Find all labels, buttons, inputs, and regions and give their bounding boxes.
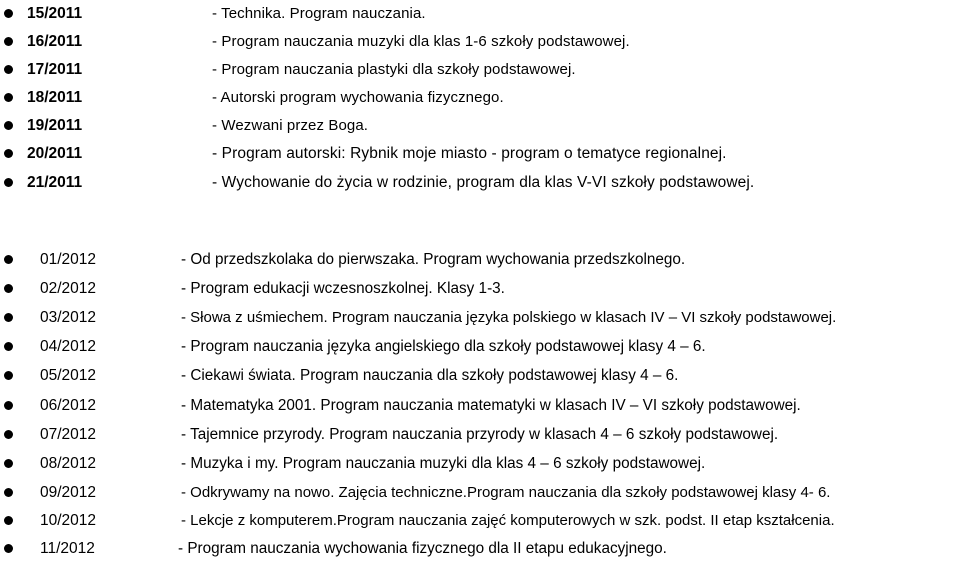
item-text: - Program nauczania języka angielskiego dla szkoły podstawowej klasy 4 – 6. xyxy=(181,338,706,355)
bullet-icon xyxy=(4,284,13,293)
item-number: 11/2012 xyxy=(40,540,95,557)
item-text: - Program nauczania muzyki dla klas 1-6 szkoły podstawowej. xyxy=(212,33,630,50)
list-item xyxy=(0,277,960,301)
bullet-icon xyxy=(4,149,13,158)
list-item xyxy=(0,481,960,505)
list-item xyxy=(0,394,960,418)
item-text: - Program edukacji wczesnoszkolnej. Klasy 1-3. xyxy=(181,280,505,297)
bullet-icon xyxy=(4,65,13,74)
bullet-icon xyxy=(4,401,13,410)
item-text: - Program nauczania wychowania fizycznego dla II etapu edukacyjnego. xyxy=(178,540,667,557)
item-number: 04/2012 xyxy=(40,338,97,355)
bullet-icon xyxy=(4,255,13,264)
list-item xyxy=(0,509,960,533)
list-item xyxy=(0,171,960,195)
bullet-icon xyxy=(4,430,13,439)
bullet-icon xyxy=(4,544,13,553)
bullet-icon xyxy=(4,371,13,380)
list-item xyxy=(0,364,960,388)
item-text: - Lekcje z komputerem.Program nauczania zajęć komputerowych w szk. podst. II etap kształcenia. xyxy=(181,512,835,529)
item-text: - Matematyka 2001. Program nauczania matematyki w klasach IV – VI szkoły podstawowej. xyxy=(181,397,801,414)
item-number: 21/2011 xyxy=(27,174,83,191)
bullet-icon xyxy=(4,121,13,130)
item-text: - Program nauczania plastyki dla szkoły podstawowej. xyxy=(212,61,576,78)
bullet-icon xyxy=(4,516,13,525)
bullet-icon xyxy=(4,93,13,102)
list-item xyxy=(0,142,960,166)
list-item xyxy=(0,248,960,272)
item-text: - Słowa z uśmiechem. Program nauczania języka polskiego w klasach IV – VI szkoły podstawowej. xyxy=(181,309,837,326)
item-text: - Technika. Program nauczania. xyxy=(212,5,426,22)
bullet-icon xyxy=(4,488,13,497)
bullet-icon xyxy=(4,178,13,187)
list-item xyxy=(0,423,960,447)
item-text: - Program autorski: Rybnik moje miasto - program o tematyce regionalnej. xyxy=(212,145,727,162)
list-item xyxy=(0,58,960,82)
bullet-icon xyxy=(4,37,13,46)
item-text: - Muzyka i my. Program nauczania muzyki dla klas 4 – 6 szkoły podstawowej. xyxy=(181,455,706,472)
item-number: 20/2011 xyxy=(27,145,83,162)
list-item xyxy=(0,114,960,138)
item-number: 05/2012 xyxy=(40,367,97,384)
list-item xyxy=(0,2,960,26)
item-text: - Wezwani przez Boga. xyxy=(212,117,369,134)
list-item xyxy=(0,537,960,561)
item-number: 07/2012 xyxy=(40,426,97,443)
item-text: - Autorski program wychowania fizycznego. xyxy=(212,89,504,106)
item-number: 15/2011 xyxy=(27,5,83,22)
item-number: 08/2012 xyxy=(40,455,97,472)
item-text: - Od przedszkolaka do pierwszaka. Program wychowania przedszkolnego. xyxy=(181,251,686,268)
item-text: - Tajemnice przyrody. Program nauczania przyrody w klasach 4 – 6 szkoły podstawowej. xyxy=(181,426,779,443)
bullet-icon xyxy=(4,9,13,18)
item-number: 18/2011 xyxy=(27,89,83,106)
bullet-icon xyxy=(4,313,13,322)
item-number: 10/2012 xyxy=(40,512,97,529)
list-item xyxy=(0,335,960,359)
item-number: 02/2012 xyxy=(40,280,97,297)
list-item xyxy=(0,86,960,110)
item-number: 01/2012 xyxy=(40,251,97,268)
bullet-icon xyxy=(4,459,13,468)
item-number: 09/2012 xyxy=(40,484,97,501)
item-text: - Ciekawi świata. Program nauczania dla szkoły podstawowej klasy 4 – 6. xyxy=(181,367,679,384)
item-text: - Odkrywamy na nowo. Zajęcia techniczne.Program nauczania dla szkoły podstawowej klasy 4- 6. xyxy=(181,484,831,501)
item-number: 16/2011 xyxy=(27,33,83,50)
item-number: 17/2011 xyxy=(27,61,83,78)
list-item xyxy=(0,306,960,330)
item-number: 19/2011 xyxy=(27,117,83,134)
bullet-icon xyxy=(4,342,13,351)
item-text: - Wychowanie do życia w rodzinie, program dla klas V-VI szkoły podstawowej. xyxy=(212,174,755,191)
item-number: 06/2012 xyxy=(40,397,97,414)
item-number: 03/2012 xyxy=(40,309,97,326)
list-item xyxy=(0,452,960,476)
list-item xyxy=(0,30,960,54)
